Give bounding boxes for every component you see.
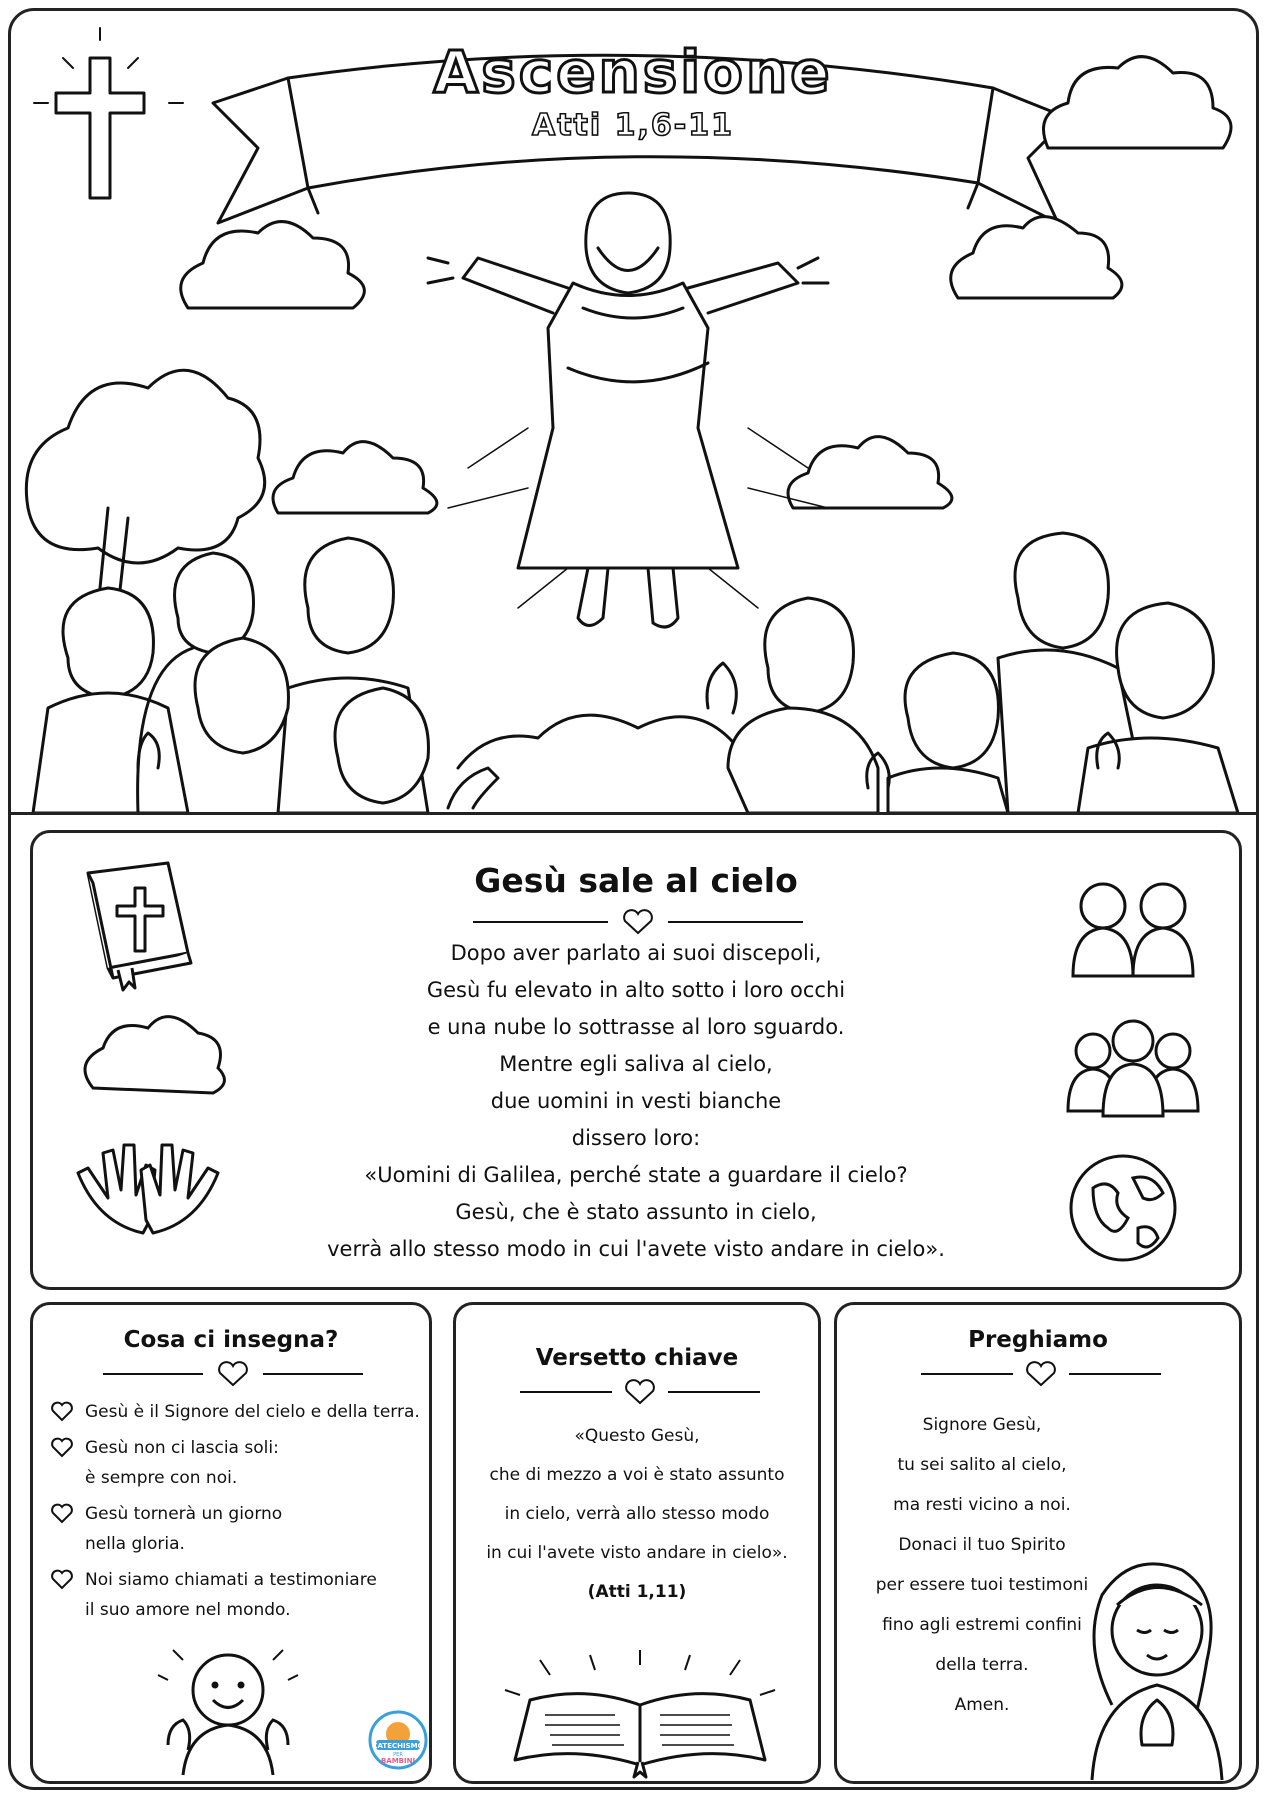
- heart-icon: [51, 1402, 73, 1422]
- story-text: [243, 935, 1029, 1268]
- pray-panel: [834, 1302, 1242, 1784]
- story-line: Mentre egli saliva al cielo,: [499, 1052, 773, 1076]
- list-item-text: Noi siamo chiamati a testimoniare: [85, 1570, 377, 1590]
- story-title: Gesù sale al cielo: [474, 861, 798, 900]
- cloud-mid-left: [273, 442, 437, 513]
- cloud-left: [181, 222, 365, 308]
- list-item: [51, 1433, 420, 1493]
- cloud-icon: [73, 1018, 213, 1108]
- open-hands-icon: [73, 1133, 223, 1243]
- teach-title: Cosa ci insegna?: [123, 1327, 339, 1353]
- prayer-line: fino agli estremi confini: [882, 1615, 1082, 1635]
- verse-title: Versetto chiave: [535, 1345, 739, 1371]
- logo-text-mid: PER: [393, 1752, 403, 1758]
- list-item: [51, 1565, 420, 1625]
- story-panel: [30, 830, 1242, 1290]
- praying-girl-icon: [1072, 1545, 1242, 1780]
- list-item-text: Gesù è il Signore del cielo e della terra.: [85, 1402, 420, 1422]
- list-item-text: Gesù non ci lascia soli:: [85, 1438, 279, 1458]
- cloud-right: [951, 217, 1122, 298]
- story-line: Gesù, che è stato assunto in cielo,: [455, 1200, 817, 1224]
- list-item: [51, 1397, 420, 1427]
- prayer-line: per essere tuoi testimoni: [875, 1575, 1089, 1595]
- section-divider: [8, 812, 1259, 815]
- disciples-right: [707, 533, 1238, 813]
- two-disciples-icon: [1063, 871, 1203, 981]
- verse-line: in cui l'avete visto andare in cielo».: [486, 1543, 788, 1563]
- disciples-left: [33, 538, 498, 813]
- verse-reference: (Atti 1,11): [587, 1582, 687, 1602]
- prayer-line: della terra.: [935, 1655, 1029, 1675]
- heart-icon: [51, 1504, 73, 1524]
- pray-title: Preghiamo: [968, 1327, 1108, 1353]
- story-line: verrà allo stesso modo in cui l'avete visto andare in cielo».: [327, 1237, 945, 1261]
- globe-icon: [1063, 1148, 1193, 1268]
- list-item-text: il suo amore nel mondo.: [85, 1600, 291, 1620]
- logo-text-top: CATECHISMO: [372, 1742, 424, 1750]
- cloud-mid-right: [788, 437, 952, 508]
- verse-panel: [453, 1302, 821, 1784]
- heart-icon: [1027, 1362, 1055, 1385]
- heart-icon: [51, 1438, 73, 1458]
- hero-illustration: [8, 8, 1259, 818]
- list-item-text: nella gloria.: [85, 1534, 185, 1554]
- prayer-line: Donaci il tuo Spirito: [898, 1535, 1066, 1555]
- prayer-line: ma resti vicino a noi.: [893, 1495, 1071, 1515]
- open-book-icon: [500, 1650, 780, 1770]
- list-item: [51, 1499, 420, 1559]
- jesus-figure: [428, 193, 828, 627]
- verse-line: in cielo, verrà allo stesso modo: [504, 1504, 770, 1524]
- story-line: Dopo aver parlato ai suoi discepoli,: [450, 941, 822, 965]
- story-line: dissero loro:: [571, 1126, 701, 1150]
- scripture-reference: Atti 1,6-11: [532, 108, 734, 143]
- story-line: e una nube lo sottrasse al loro sguardo.: [427, 1015, 845, 1039]
- heart-divider: [103, 1359, 363, 1389]
- heart-icon: [626, 1380, 654, 1403]
- heart-divider: [473, 907, 803, 937]
- prayer-line: Amen.: [954, 1695, 1010, 1715]
- teach-list: [51, 1397, 420, 1631]
- bible-icon: [73, 858, 203, 988]
- list-item-text: Gesù tornerà un giorno: [85, 1504, 283, 1524]
- verse-line: «Questo Gesù,: [574, 1426, 700, 1446]
- prayer-line: Signore Gesù,: [922, 1415, 1042, 1435]
- page-title: Ascensione: [433, 38, 833, 106]
- catechism-logo: [368, 1710, 428, 1770]
- teach-panel: [30, 1302, 432, 1784]
- story-line: «Uomini di Galilea, perché state a guardare il cielo?: [364, 1163, 908, 1187]
- heart-icon: [624, 910, 652, 933]
- verse-text: [456, 1417, 818, 1612]
- story-line: due uomini in vesti bianche: [490, 1089, 782, 1113]
- heart-icon: [51, 1570, 73, 1590]
- heart-divider: [520, 1377, 760, 1407]
- verse-line: che di mezzo a voi è stato assunto: [489, 1465, 785, 1485]
- cross-icon: [34, 28, 183, 198]
- heart-icon: [219, 1362, 247, 1385]
- logo-text-bottom: BAMBINI: [380, 1757, 416, 1765]
- heart-divider: [921, 1359, 1161, 1389]
- story-line: Gesù fu elevato in alto sotto i loro occhi: [426, 978, 846, 1002]
- group-icon: [1063, 1011, 1203, 1121]
- cloud-top-right: [1044, 57, 1232, 148]
- prayer-line: tu sei salito al cielo,: [897, 1455, 1067, 1475]
- list-item-text: è sempre con noi.: [85, 1468, 238, 1488]
- child-icon: [153, 1635, 303, 1775]
